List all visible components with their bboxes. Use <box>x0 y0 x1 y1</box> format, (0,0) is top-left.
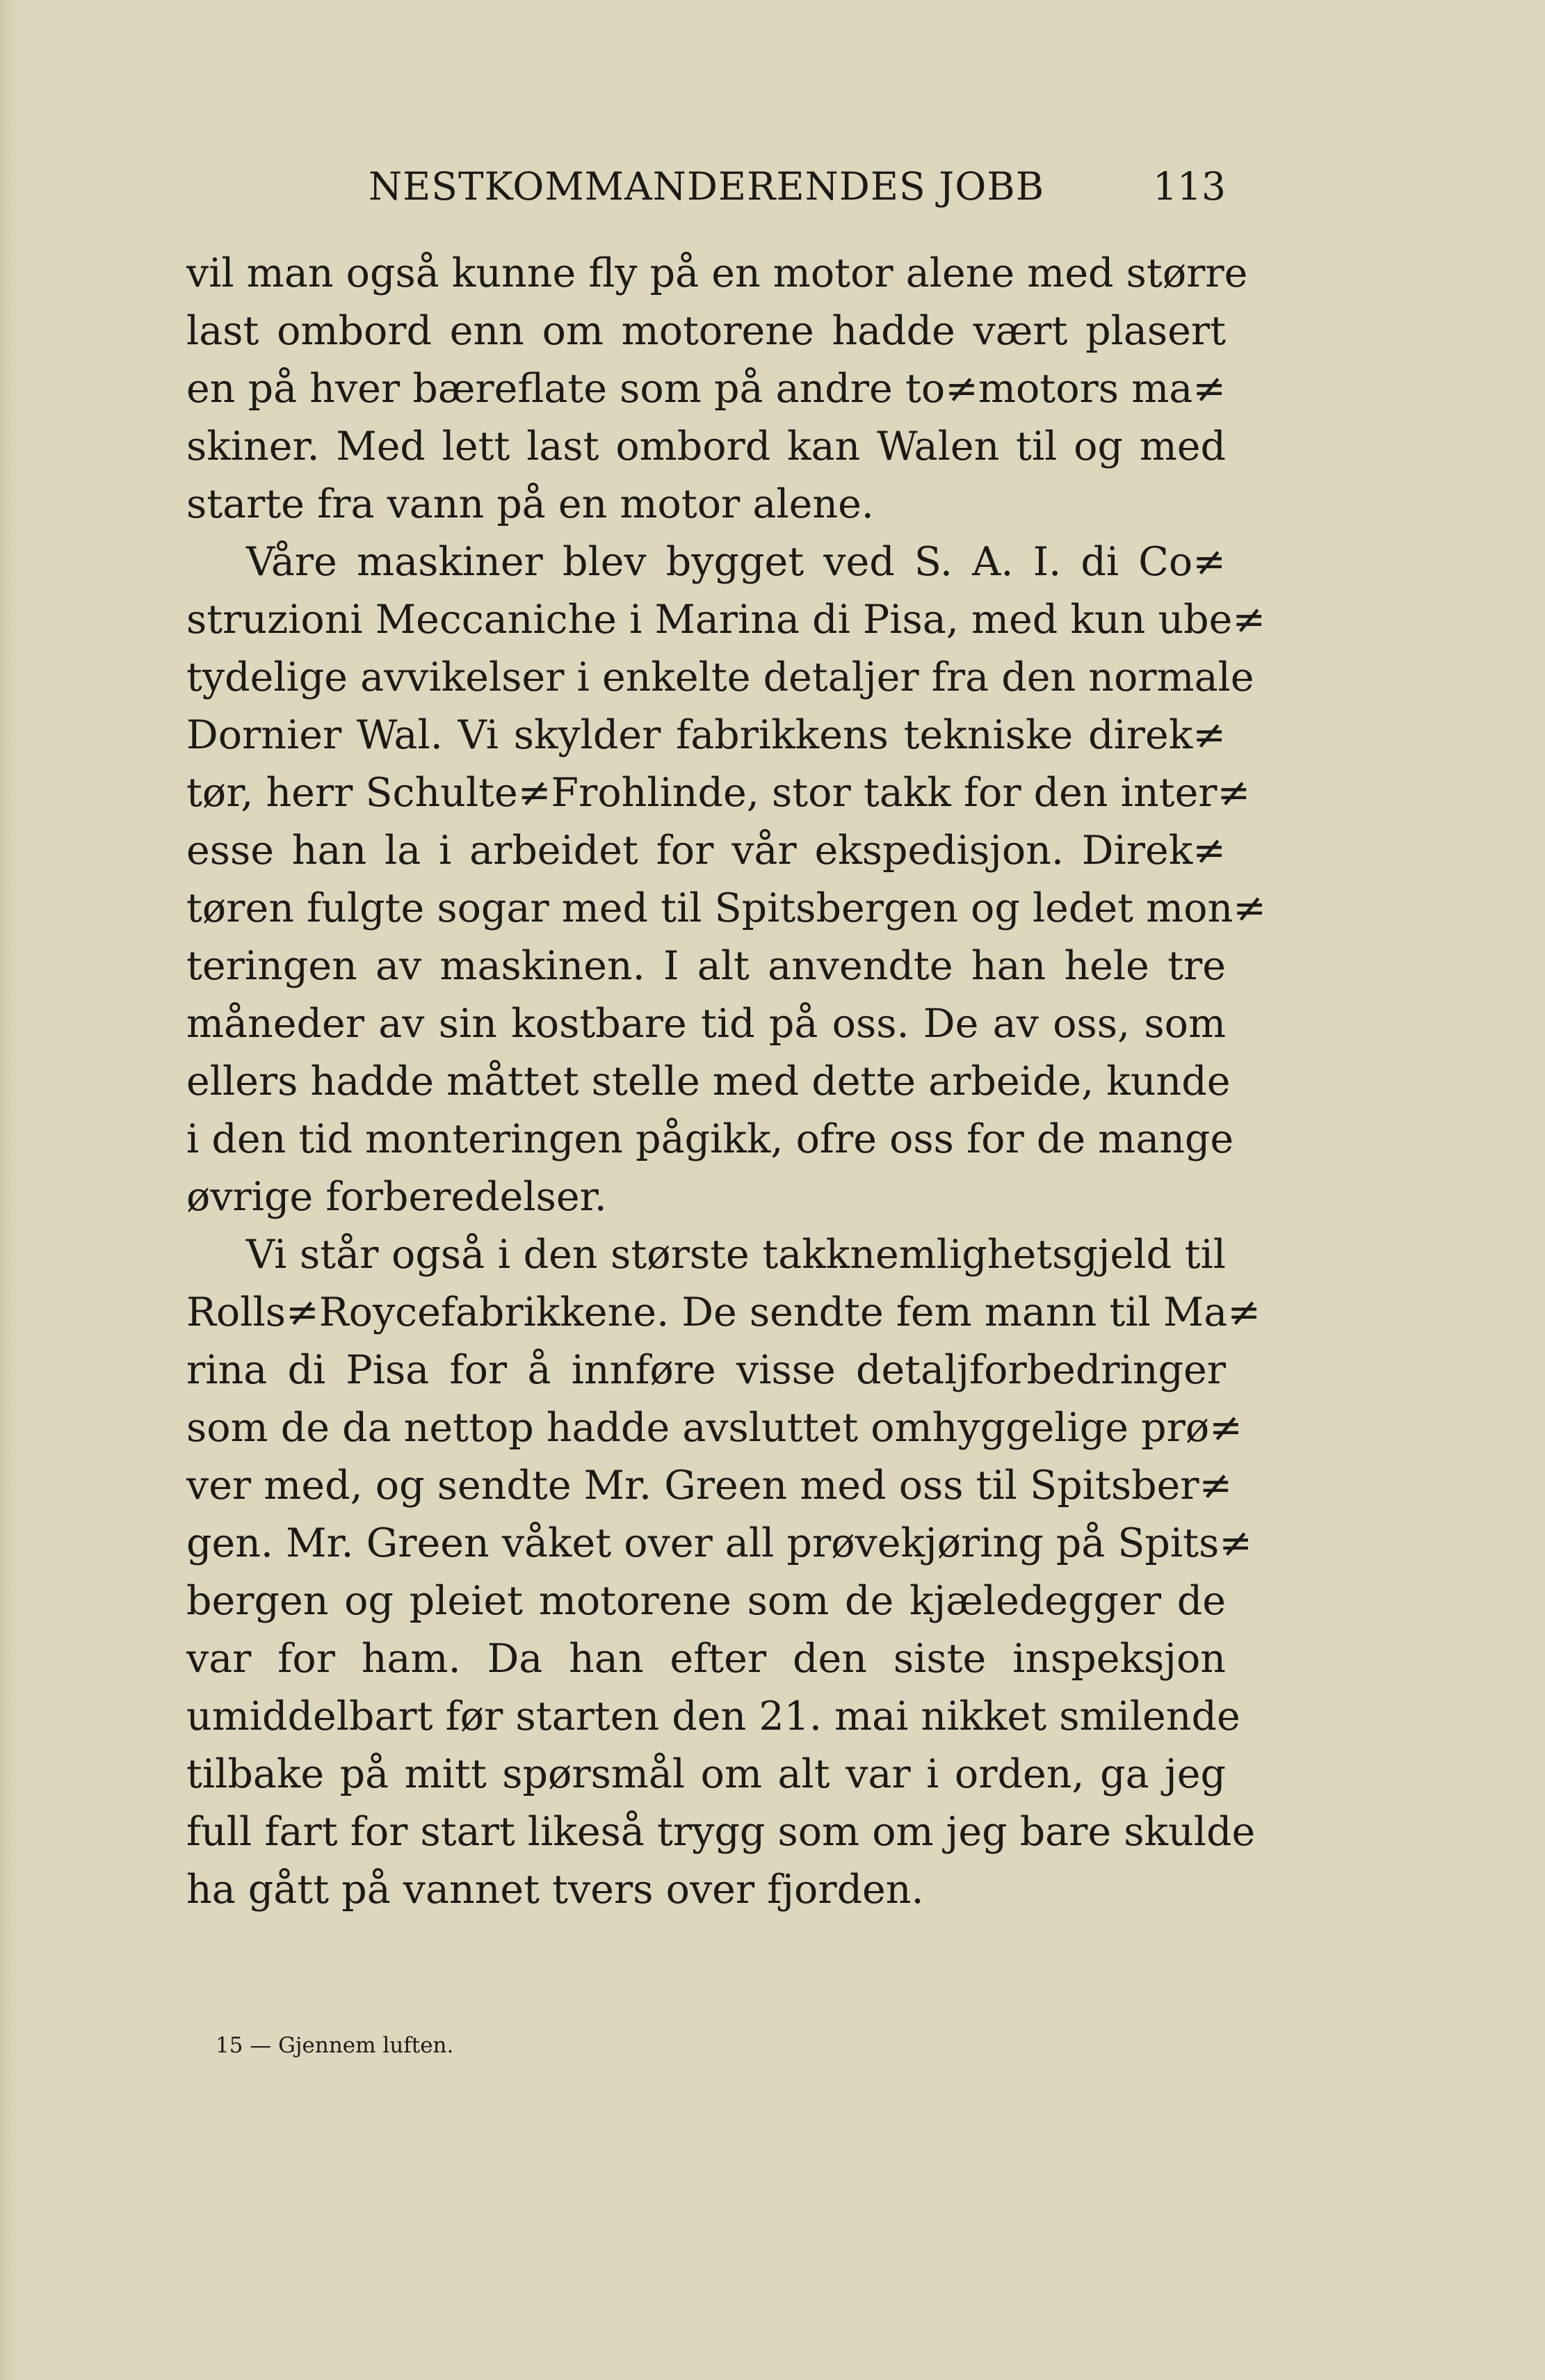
page-header <box>186 159 1226 214</box>
text-line: Dornier Wal. Vi skylder fabrikkens tekniske direk≠ <box>186 712 1226 758</box>
text-line: gen. Mr. Green våket over all prøvekjøring på Spits≠ <box>186 1520 1253 1566</box>
text-line: bergen og pleiet motorene som de kjæledegger de <box>186 1578 1226 1624</box>
text-line: tydelige avvikelser i enkelte detaljer fra den normale <box>186 654 1254 700</box>
page-number: 113 <box>1153 164 1226 209</box>
text-line: tilbake på mitt spørsmål om alt var i orden, ga jeg <box>186 1751 1226 1797</box>
text-line: Rolls≠Roycefabrikkene. De sendte fem mann til Ma≠ <box>186 1289 1261 1335</box>
text-line: måneder av sin kostbare tid på oss. De av oss, som <box>186 1001 1226 1047</box>
text-line: umiddelbart før starten den 21. mai nikket smilende <box>186 1694 1240 1739</box>
text-line: starte fra vann på en motor alene. <box>186 481 874 527</box>
text-line: ver med, og sendte Mr. Green med oss til Spitsber≠ <box>186 1463 1233 1509</box>
text-line: last ombord enn om motorene hadde vært plasert <box>186 308 1226 354</box>
text-line: i den tid monteringen pågikk, ofre oss for de mange <box>186 1116 1234 1162</box>
text-line: ha gått på vannet tvers over fjorden. <box>186 1867 924 1913</box>
text-line: rina di Pisa for å innføre visse detaljforbedringer <box>186 1347 1226 1393</box>
text-line: vil man også kunne fly på en motor alene med større <box>186 250 1248 296</box>
text-line: en på hver bæreflate som på andre to≠motors ma≠ <box>186 366 1226 412</box>
text-line: struzioni Meccaniche i Marina di Pisa, med kun ube≠ <box>186 597 1266 643</box>
paragraph-start-line: Våre maskiner blev bygget ved S. A. I. di Co≠ <box>246 539 1226 585</box>
body-text <box>186 245 1266 1919</box>
running-title: NESTKOMMANDERENDES JOBB <box>369 164 1045 209</box>
text-line: øvrige forberedelser. <box>186 1174 607 1220</box>
text-line: esse han la i arbeidet for vår ekspedisjon. Direk≠ <box>186 828 1226 874</box>
text-line: skiner. Med lett last ombord kan Walen til og med <box>186 424 1226 469</box>
text-line: tør, herr Schulte≠Frohlinde, stor takk for den inter≠ <box>186 770 1251 816</box>
text-line: ellers hadde måttet stelle med dette arbeide, kunde <box>186 1059 1231 1104</box>
text-line: full fart for start likeså trygg som om jeg bare skulde <box>186 1809 1256 1855</box>
text-line: teringen av maskinen. I alt anvendte han hele tre <box>186 943 1226 989</box>
text-line: som de da nettop hadde avsluttet omhyggelige prø≠ <box>186 1405 1243 1451</box>
paragraph-start-line: Vi står også i den største takknemlighetsgjeld til <box>246 1232 1226 1278</box>
text-line: var for ham. Da han efter den siste inspeksjon <box>186 1636 1226 1682</box>
signature-mark: 15 — Gjennem luften. <box>216 2033 454 2058</box>
text-line: tøren fulgte sogar med til Spitsbergen og ledet mon≠ <box>186 885 1266 931</box>
